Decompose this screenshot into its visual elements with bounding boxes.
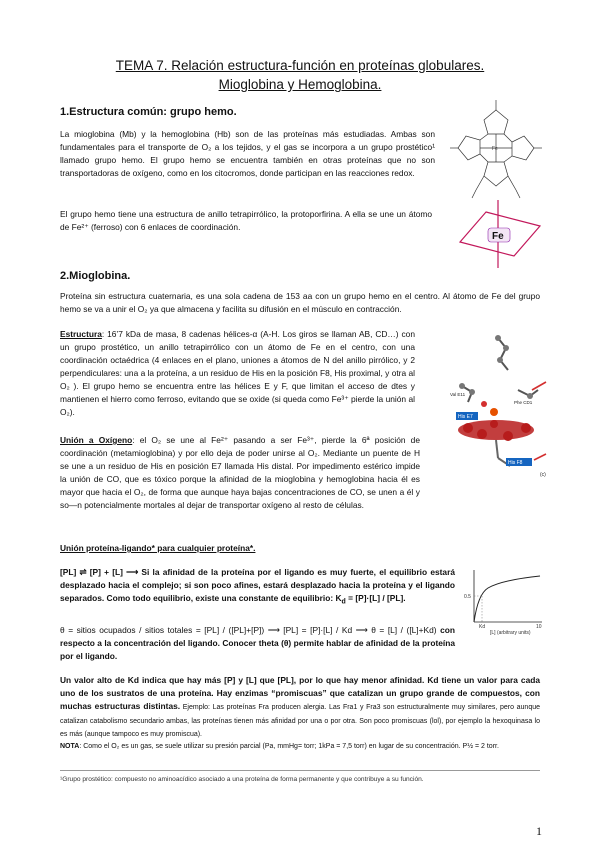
phe-cd1-label: Phe CD1 <box>514 400 533 405</box>
section-2-heading: 2.Mioglobina. <box>60 270 131 282</box>
section-1-paragraph-1: La mioglobina (Mb) y la hemoglobina (Hb) son de las proteínas más estudiadas. Ambas son fundamentales para el transporte de O₂ a los tejidos, y el gas se incorpora a un grupo prostético¹ llamado grupo hemo. El grupo hemo se encuentra también en otras proteínas que no son transportadoras de oxígeno, como en los citocromos, donde participan en las reacciones redox. <box>60 129 435 178</box>
section-2-paragraph-1: Proteína sin estructura cuaternaria, es una sola cadena de 153 aa con un grupo hemo en el centro. Al átomo de Fe del grupo hemo se va a unir el O₂ ya que almacena y facilita su difusión en el músculo en contracción. <box>60 291 540 314</box>
ligand-paragraph-1 <box>60 566 455 609</box>
theta-paragraph <box>60 624 455 663</box>
ligand-heading: Unión proteína-ligando* para cualquier proteína*. <box>60 543 256 553</box>
footnote: ¹Grupo prostético: compuesto no aminoacídico asociado a una proteína de forma permanente y que contribuye a su función. <box>60 776 424 783</box>
section-1-heading: 1.Estructura común: grupo hemo. <box>60 106 237 118</box>
svg-text:Fe: Fe <box>492 146 498 152</box>
kd-formula: = [P]·[L] / [PL]. <box>345 593 406 603</box>
curve-kd-label: Kd <box>479 624 486 630</box>
nota-label: NOTA <box>60 743 80 750</box>
his-e7-label: His E7 <box>458 414 473 420</box>
kd-paragraph-example: Ejemplo: Las proteínas Fra producen alergia. Las Fra1 y Fra3 son estructuralmente muy similares, pero aunque catalizan catabolismo secundario ambas, las proteínas tienen más afinidad por una o por otra. Son poco promiscuas (lol), por ejemplo la hexoquinasa lo es más (aunque tampoco es muy promiscua). <box>60 704 541 738</box>
document-title <box>60 56 540 94</box>
kd-paragraph-bold: Un valor alto de Kd indica que hay más [P] y [L] que [PL], por lo que hay menor afinidad. Kd tiene un valor para cada uno de los sustratos de una proteína. Hay enzimas “promiscuas” que catalizan un grupo grande de compuestos, con muchas estructuras distintas. <box>60 675 540 711</box>
binding-saturation-curve <box>462 566 544 636</box>
curve-ytick-half: 0.5 <box>464 594 471 600</box>
page-number: 1 <box>536 824 542 838</box>
panel-c-label: (c) <box>540 472 546 478</box>
curve-xlabel: [L] (arbitrary units) <box>490 630 531 636</box>
section-1-paragraph-2: El grupo hemo tiene una estructura de anillo tetrapirrólico, la protoporfirina. A ella se une un átomo de Fe²⁺ (ferroso) con 6 enlaces de coordinación. <box>60 209 432 232</box>
estructura-paragraph <box>60 328 415 419</box>
footnote-separator <box>60 770 540 771</box>
estructura-label: Estructura <box>60 329 102 339</box>
nota-paragraph <box>60 742 540 753</box>
kd-subscript: d <box>341 598 346 606</box>
nota-text: : Como el O₂ es un gas, se suele utilizar su presión parcial (Pa, mmHg= torr; 1kPa = 7,5 torr) en lugar de su concentración. P½ = 2 torr. <box>79 743 499 750</box>
curve-x10-label: 10 <box>536 624 542 630</box>
union-text: : el O₂ se une al Fe²⁺ pasando a ser Fe³⁺, pierde la 6ª posición de coordinación (metamioglobina) y por ello deja de poder unirse al O₂. Mediante un puente de H se une a un residuo de His en posición E7 llamada His distal. Por impedimento estérico impide la unión de CO, que es tóxico porque la afinidad de la mioglobina y hemoglobina hacia él es mayor que hacia el O₂, de forma que aunque haya bajas concentraciones de CO, se unen a él y so—n potencialmente mortales al dejar de transportar oxígeno al resto de células. <box>60 435 420 510</box>
estructura-text: : 16’7 kDa de masa, 8 cadenas hélices-α (A-H. Los giros se llaman AB, CD…) con un grupo prostético, un anillo tetrapirrólico con un átomo de Fe en el centro, con una coordinación octaédrica (4 enlaces en el plano, uniones a átomos de N del anillo pirrólico, y 2 perpendiculares: una a la proteína, a un residuo de His en la posición F8, His proximal, y otra al O₂ ). El grupo hemo se encuentra entre las hélices E y F, que limitan el acceso de dtes y mantienen el hierro como ferroso, evitando que se oxide (si queda como Fe³⁺ pierde la unión al O₂). <box>60 329 415 417</box>
fe-label: Fe <box>492 231 504 242</box>
ligand-equilibrium-text: [PL] ⇌ [P] + [L] ⟶ Si la afinidad de la proteína por el ligando es muy fuerte, el equilibrio estará desplazado hacia el complejo; si son poco afines, estará desplazado hacia la proteína y el ligando separados. Como todo equilibrio, existe una constante de equilibrio: K <box>60 567 455 603</box>
kd-paragraph <box>60 674 540 741</box>
title-line-1: TEMA 7. Relación estructura-función en proteínas globulares. <box>115 58 485 73</box>
myoglobin-heme-pocket-illustration <box>448 330 550 478</box>
union-label: Unión a Oxígeno <box>60 435 133 445</box>
heme-structure-diagram <box>446 92 546 202</box>
theta-formula: θ = sitios ocupados / sitios totales = [PL] / ([PL]+[P]) ⟶ [PL] = [P]·[L] / Kd ⟶ θ = [L] / ([L]+Kd) <box>60 625 437 635</box>
theta-text: con respecto a la concentración del ligando. Conocer theta (θ) permite hablar de afinidad de la proteína por el ligando. <box>60 625 455 661</box>
union-oxigeno-paragraph <box>60 434 420 512</box>
val-e11-label: Val E11 <box>450 392 466 397</box>
title-line-2: Mioglobina y Hemoglobina. <box>218 77 382 92</box>
his-f8-label: His F8 <box>508 460 523 466</box>
fe-coordination-diagram <box>456 200 542 268</box>
